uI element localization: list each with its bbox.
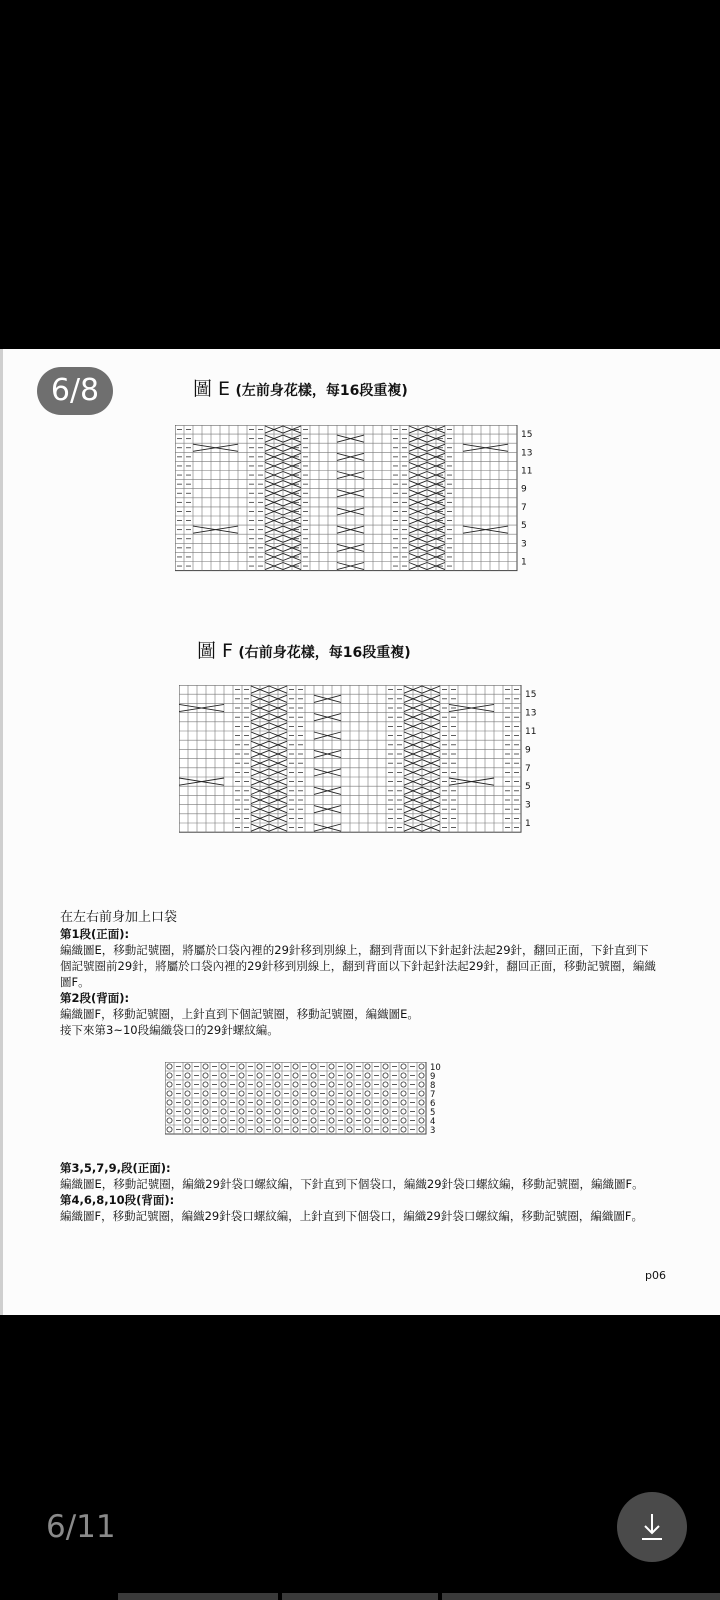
row-number: 1 [525,819,531,829]
odd-even-instructions [60,1160,660,1224]
page-number: p06 [645,1269,666,1282]
row-number: 8 [430,1081,436,1091]
knitting-chart-e [175,425,540,582]
scroll-segment [442,1593,720,1600]
row-number: 3 [525,800,531,811]
row2-heading: 第2段(背面): [60,991,130,1005]
pocket-heading: 在左右前身加上口袋 [60,910,178,925]
row-number: 5 [430,1108,436,1118]
page-counter: 6/11 [46,1509,116,1545]
pocket-instructions [60,910,660,1038]
figure-f-label: 圖 F [197,640,233,662]
row-number: 5 [525,782,531,793]
row-number: 9 [430,1072,436,1082]
row-number: 7 [525,763,531,774]
row-number: 11 [521,466,533,477]
figure-f-title [197,636,411,663]
row-number: 13 [521,448,533,459]
download-arrow-icon [636,1511,668,1543]
odd-rows-heading: 第3,5,7,9,段(正面): [60,1161,171,1175]
even-rows-text: 編織圖F，移動記號圈，編織29針袋口螺紋編，上針直到下個袋口，編織29針袋口螺紋編，移動記號圈，編織圖F。 [60,1209,643,1223]
row-number: 7 [430,1090,436,1100]
row-number: 9 [521,484,527,495]
row2-text-continued: 接下來第3~10段編織袋口的29針螺紋編。 [60,1023,279,1037]
row-number: 6 [430,1099,436,1109]
row2-text: 編織圖F，移動記號圈，上針直到下個記號圈，移動記號圈，編織圖E。 [60,1007,419,1021]
row-number: 15 [521,430,533,441]
download-button[interactable] [617,1492,687,1562]
row-number: 15 [525,690,537,701]
row-number: 10 [430,1063,441,1073]
row-number: 5 [521,521,527,532]
scroll-segment [282,1593,438,1600]
row-number: 11 [525,727,537,737]
row-number: 3 [521,539,527,550]
figure-e-title [193,374,408,401]
row-number: 7 [521,502,527,513]
rib-chart [165,1062,465,1142]
knitting-chart-f [179,685,554,840]
figure-e-caption: (左前身花樣，每16段重複) [235,383,408,399]
row1-text: 編織圖E，移動記號圈，將屬於口袋內裡的29針移到別線上，翻到背面以下針起針法起29針，翻回正面，下針直到下個記號圈前29針，將屬於口袋內裡的29針移到別線上，翻到背面以下針起針法起29針，翻回正面，移動記號圈，編織圖F。 [60,943,656,989]
figure-e-label: 圖 E [193,378,231,400]
odd-rows-text: 編織圖E，移動記號圈，編織29針袋口螺紋編，下針直到下個袋口，編織29針袋口螺紋編，移動記號圈，編織圖F。 [60,1177,644,1191]
row-number: 3 [430,1126,436,1136]
row1-heading: 第1段(正面): [60,927,130,941]
row-number: 4 [430,1117,436,1127]
figure-f-caption: (右前身花樣，每16段重複) [238,645,411,661]
row-number: 9 [525,745,531,756]
page-badge: 6/8 [37,367,113,415]
row-number: 1 [521,557,527,568]
row-number: 13 [525,708,537,719]
even-rows-heading: 第4,6,8,10段(背面): [60,1193,175,1207]
scroll-segment [118,1593,278,1600]
